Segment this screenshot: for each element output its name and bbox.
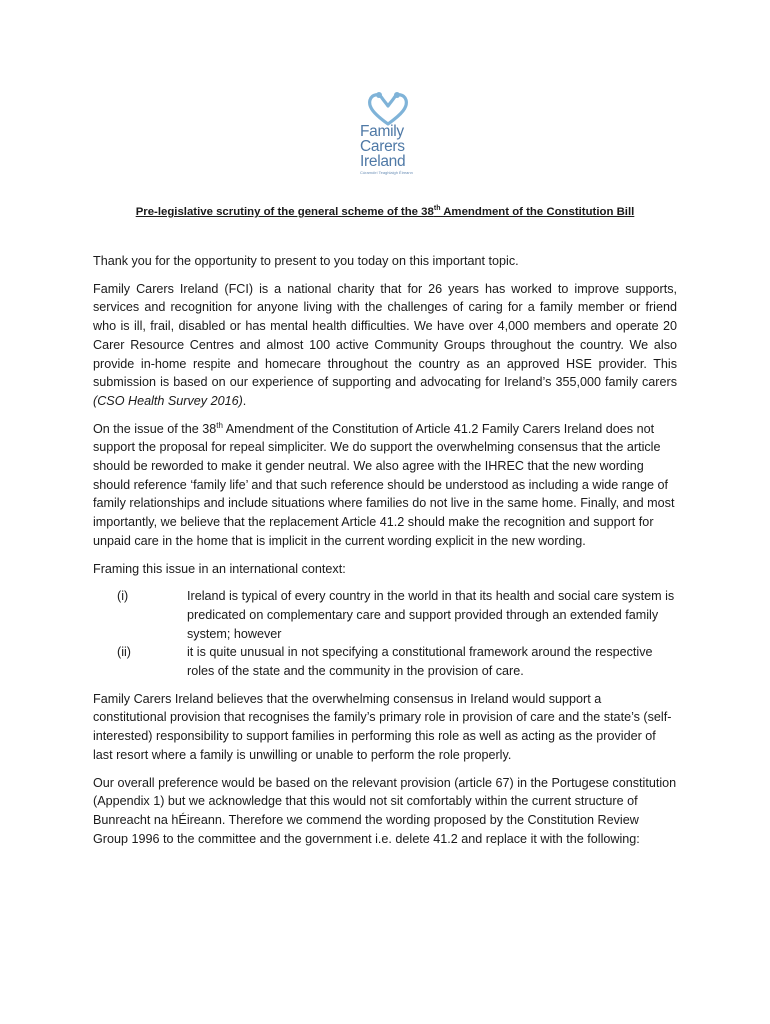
list-item-number: (i)	[117, 589, 129, 604]
family-carers-ireland-logo	[356, 90, 426, 180]
paragraph-preference: Our overall preference would be based on the relevant provision (article 67) in the Portugese constitution (Appendix 1) but we acknowledge that this would not sit comfortably within the current structure of Bunreacht na hÉireann. Therefore we commend the wording proposed by the Constitution Review Group 1996 to the committee and the government i.e. delete 41.2 and replace it with the following:	[93, 775, 677, 846]
paragraph-38th-start: On the issue of the 38	[93, 421, 217, 436]
paragraph-38th-superscript: th	[216, 420, 223, 430]
title-text-start: Pre-legislative scrutiny of the general scheme of the 38	[135, 206, 434, 218]
logo-wordmark	[360, 124, 405, 169]
list-item-text: Ireland is typical of every country in the world in that its health and social care system is predicated on complementary care and support provided through an extended family system; however	[187, 589, 675, 641]
logo-line-ireland: Ireland	[360, 153, 406, 170]
document-title	[0, 206, 770, 218]
paragraph-about-fci	[93, 280, 677, 411]
paragraph-intro: Thank you for the opportunity to present to you today on this important topic.	[93, 254, 519, 268]
list-item-text: it is quite unusual in not specifying a constitutional framework around the respective roles of the state and the community in the provision of care.	[187, 645, 653, 679]
heart-figures-icon	[364, 90, 412, 126]
list-item	[93, 643, 677, 680]
list-item	[93, 587, 677, 643]
logo-line-family: Family	[360, 123, 404, 140]
paragraph-about-fci-text: Family Carers Ireland (FCI) is a national charity that for 26 years has worked to improve supports, services and recognition for anyone living with the challenges of caring for a family member or friend who is ill, frail, disabled or has mental health difficulties. We have over 4,000 members and operate 20 Carer Resource Centres and almost 100 active Community Groups throughout the country. We also provide in-home respite and homecare throughout the country as an approved HSE provider. This submission is based on our experience of supporting and advocating for Ireland’s 355,000 family carers	[93, 281, 677, 390]
paragraph-about-fci-end: .	[242, 393, 247, 408]
document-body	[93, 252, 677, 857]
framing-list	[93, 587, 677, 681]
paragraph-framing: Framing this issue in an international context:	[93, 561, 346, 576]
paragraph-38th-amendment	[93, 420, 677, 551]
logo-tagline: Cúramóirí Teaghlaigh Éireann	[360, 170, 413, 175]
title-text-end: Amendment of the Constitution Bill	[440, 206, 635, 218]
title-superscript: th	[433, 205, 441, 213]
citation-cso: (CSO Health Survey 2016)	[93, 393, 243, 408]
list-item-number: (ii)	[117, 645, 131, 660]
paragraph-belief: Family Carers Ireland believes that the overwhelming consensus in Ireland would support a constitutional provision that recognises the family’s primary role in provision of care and the state’s (self-interested) responsibility to support families in performing this role as well as acting as the provider of last resort where a family is unwilling or unable to perform the role properly.	[93, 691, 672, 762]
logo-line-carers: Carers	[360, 138, 405, 155]
paragraph-38th-rest: Amendment of the Constitution of Article 41.2 Family Carers Ireland does not support the proposal for repeal simpliciter. We do support the overwhelming consensus that the article should be reworded to make it gender neutral. We also agree with the IHREC that the new wording should reference ‘family life’ and that such reference should be understood as including a wide range of family relationships and include situations where families do not live in the same home. Finally, and most importantly, we believe that the replacement Article 41.2 should make the recognition and support for unpaid care in the home that is implicit in the current wording explicit in the new wording.	[93, 421, 675, 548]
